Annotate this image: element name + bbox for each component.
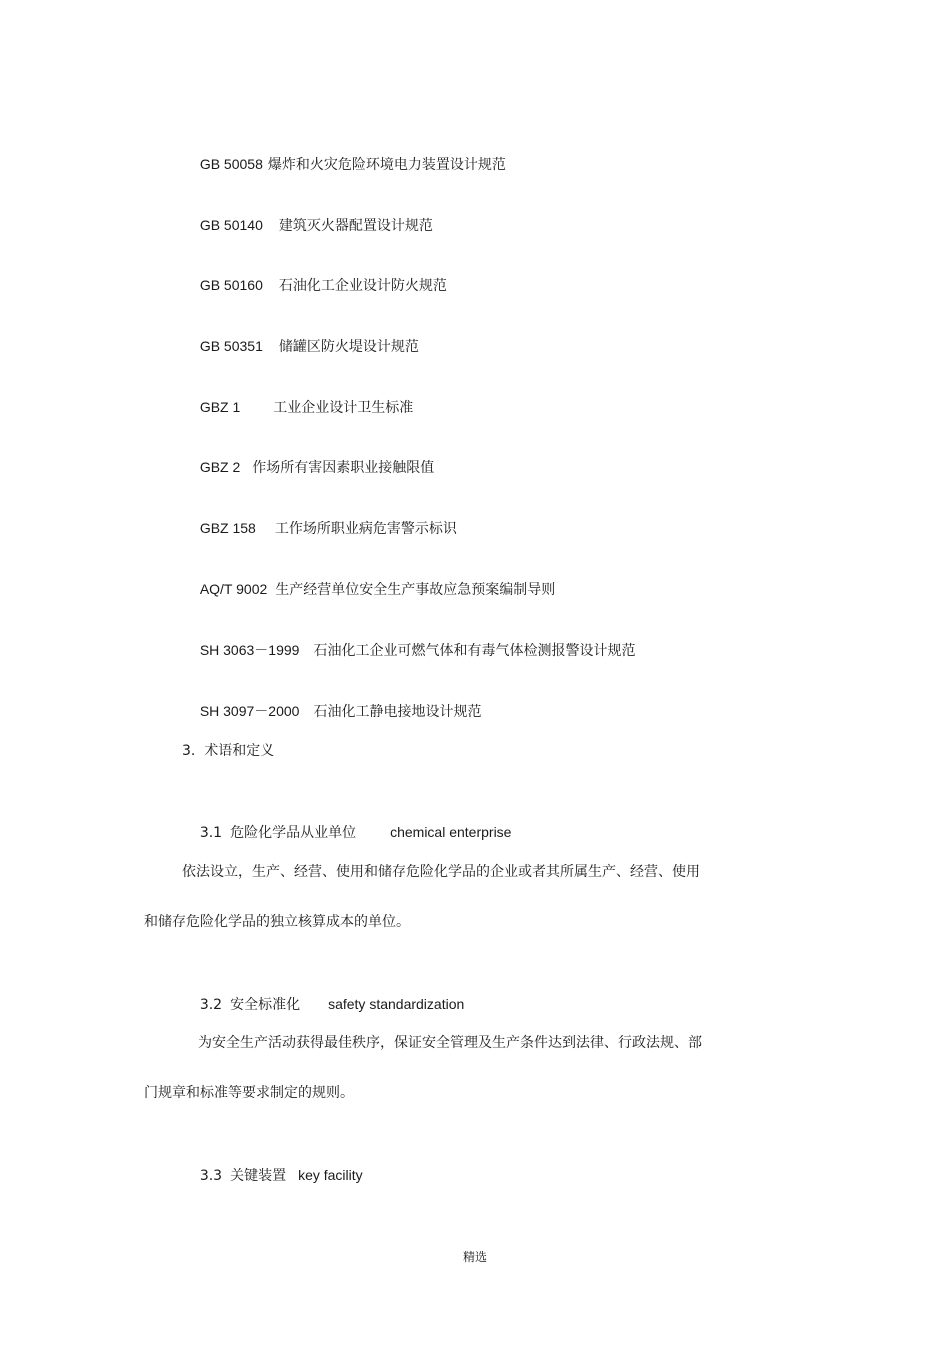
term-number: 3.2 — [199, 997, 223, 1013]
standard-code: GB 50160 — [199, 277, 263, 293]
standard-code: GB 50140 — [199, 217, 263, 233]
standard-item — [182, 620, 635, 681]
term-number: 3.3 — [199, 1168, 223, 1184]
term-name-cn: 关键装置 — [230, 1168, 287, 1184]
term-name-en: safety standardization — [328, 996, 465, 1012]
standard-code: GBZ 158 — [199, 520, 256, 536]
term-name-cn: 安全标准化 — [230, 997, 301, 1013]
standard-title: 储罐区防火堤设计规范 — [278, 339, 419, 355]
standard-item — [182, 134, 506, 195]
standard-title: 作场所有害因素职业接触限值 — [252, 460, 435, 476]
standard-item — [182, 681, 481, 742]
standard-code: AQ/T 9002 — [199, 581, 268, 597]
standard-code: GBZ 2 — [199, 459, 241, 475]
standard-item — [182, 559, 555, 620]
standard-title: 工业企业设计卫生标准 — [273, 400, 414, 416]
standard-code: SH 3097－2000 — [199, 703, 300, 719]
standard-title: 爆炸和火灾危险环境电力装置设计规范 — [267, 157, 506, 173]
standard-title: 石油化工企业设计防火规范 — [278, 278, 447, 294]
standard-title: 生产经营单位安全生产事故应急预案编制导则 — [275, 582, 556, 598]
standard-item — [182, 437, 434, 498]
standard-code: GBZ 1 — [199, 399, 241, 415]
term-definition: 门规章和标准等要求制定的规则。 — [144, 1085, 354, 1101]
standard-title: 建筑灭火器配置设计规范 — [278, 218, 433, 234]
standard-title: 石油化工静电接地设计规范 — [313, 704, 482, 720]
term-heading — [182, 802, 511, 863]
page-footer: 精选 — [462, 1250, 487, 1264]
standard-title: 工作场所职业病危害警示标识 — [274, 521, 457, 537]
standard-item — [182, 498, 457, 559]
standard-item — [182, 316, 419, 377]
term-name-en: chemical enterprise — [390, 824, 512, 840]
standard-item — [182, 255, 447, 316]
term-definition: 和储存危险化学品的独立核算成本的单位。 — [144, 914, 410, 930]
term-name-cn: 危险化学品从业单位 — [230, 825, 357, 841]
standard-item — [182, 377, 413, 438]
term-heading — [182, 974, 464, 1035]
standard-title: 石油化工企业可燃气体和有毒气体检测报警设计规范 — [313, 643, 636, 659]
standard-item — [182, 195, 433, 256]
standard-code: SH 3063－1999 — [199, 642, 300, 658]
section-heading: 3. 术语和定义 — [182, 743, 275, 759]
term-definition: 为安全生产活动获得最佳秩序，保证安全管理及生产条件达到法律、行政法规、部 — [198, 1035, 702, 1051]
standard-code: GB 50351 — [199, 338, 263, 354]
term-name-en: key facility — [298, 1167, 363, 1183]
term-heading — [182, 1145, 363, 1206]
standard-code: GB 50058 — [199, 156, 263, 172]
term-number: 3.1 — [199, 825, 223, 841]
term-definition: 依法设立，生产、经营、使用和储存危险化学品的企业或者其所属生产、经营、使用 — [182, 864, 700, 880]
